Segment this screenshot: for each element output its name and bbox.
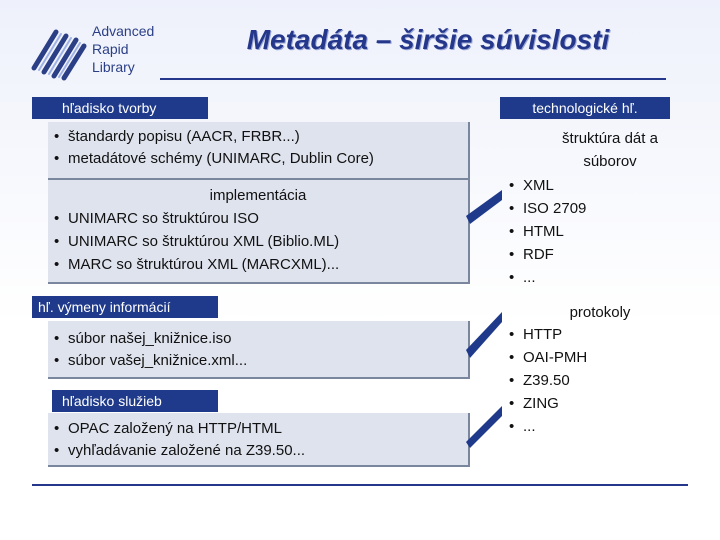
bullet-icon: •: [509, 418, 515, 435]
implementation-item-3: • MARC so štruktúrou XML (MARCXML)...: [54, 254, 339, 276]
structure-title-1: štruktúra dát a: [562, 130, 658, 147]
structure-item-1: • XML: [509, 175, 554, 197]
protocol-item-2: • OAI-PMH: [509, 347, 587, 369]
logo-line-1: Advanced: [92, 23, 155, 39]
bullet-icon: •: [54, 150, 60, 167]
services-item-1: • OPAC založený na HTTP/HTML: [54, 418, 282, 440]
bullet-icon: •: [509, 223, 515, 240]
bullet-icon: •: [509, 349, 515, 366]
footer-divider: [32, 484, 688, 486]
services-header: hľadisko služieb: [52, 390, 218, 412]
logo-text: [92, 22, 154, 76]
protocols-title: protokoly: [569, 304, 631, 321]
arrow-right-icon: [466, 190, 502, 224]
structure-title-2: súborov: [583, 153, 637, 170]
creation-box: [48, 122, 470, 180]
bullet-icon: •: [54, 420, 60, 437]
implementation-item-2: • UNIMARC so štruktúrou XML (Biblio.ML): [54, 231, 339, 253]
exchange-box: [48, 321, 470, 379]
title-divider: [160, 78, 666, 80]
exchange-header: hľ. výmeny informácií: [32, 296, 218, 318]
services-box: [48, 413, 470, 467]
protocol-item-1: • HTTP: [509, 324, 562, 346]
bullet-icon: •: [54, 210, 60, 227]
bullet-icon: •: [54, 256, 60, 273]
creation-header: hľadisko tvorby: [32, 97, 208, 119]
bullet-icon: •: [54, 233, 60, 250]
bullet-icon: •: [54, 352, 60, 369]
technology-header: technologické hľ.: [500, 97, 670, 119]
page-title: Metadáta – širšie súvislosti: [246, 24, 610, 55]
implementation-item-1: • UNIMARC so štruktúrou ISO: [54, 208, 259, 230]
services-item-2: • vyhľadávanie založené na Z39.50...: [54, 440, 305, 462]
implementation-box: [48, 180, 470, 284]
protocol-item-3: • Z39.50: [509, 370, 570, 392]
logo-line-3: Library: [92, 59, 135, 75]
creation-item-1: • štandardy popisu (AACR, FRBR...): [54, 126, 300, 148]
creation-item-2: • metadátové schémy (UNIMARC, Dublin Core): [54, 148, 374, 170]
protocol-item-5: • ...: [509, 416, 536, 438]
structure-item-3: • HTML: [509, 221, 564, 243]
bullet-icon: •: [54, 128, 60, 145]
bullet-icon: •: [54, 442, 60, 459]
bullet-icon: •: [509, 326, 515, 343]
arrow-right-icon: [466, 406, 502, 448]
bullet-icon: •: [509, 246, 515, 263]
bullet-icon: •: [509, 372, 515, 389]
bullet-icon: •: [509, 177, 515, 194]
exchange-item-1: • súbor našej_knižnice.iso: [54, 328, 231, 350]
bullet-icon: •: [509, 395, 515, 412]
structure-item-5: • ...: [509, 267, 536, 289]
logo-line-2: Rapid: [92, 41, 129, 57]
bullet-icon: •: [509, 269, 515, 286]
bullet-icon: •: [54, 330, 60, 347]
protocol-item-4: • ZING: [509, 393, 559, 415]
structure-item-4: • RDF: [509, 244, 554, 266]
structure-item-2: • ISO 2709: [509, 198, 586, 220]
exchange-item-2: • súbor vašej_knižnice.xml...: [54, 350, 247, 372]
implementation-title: implementácia: [209, 187, 307, 204]
bullet-icon: •: [509, 200, 515, 217]
